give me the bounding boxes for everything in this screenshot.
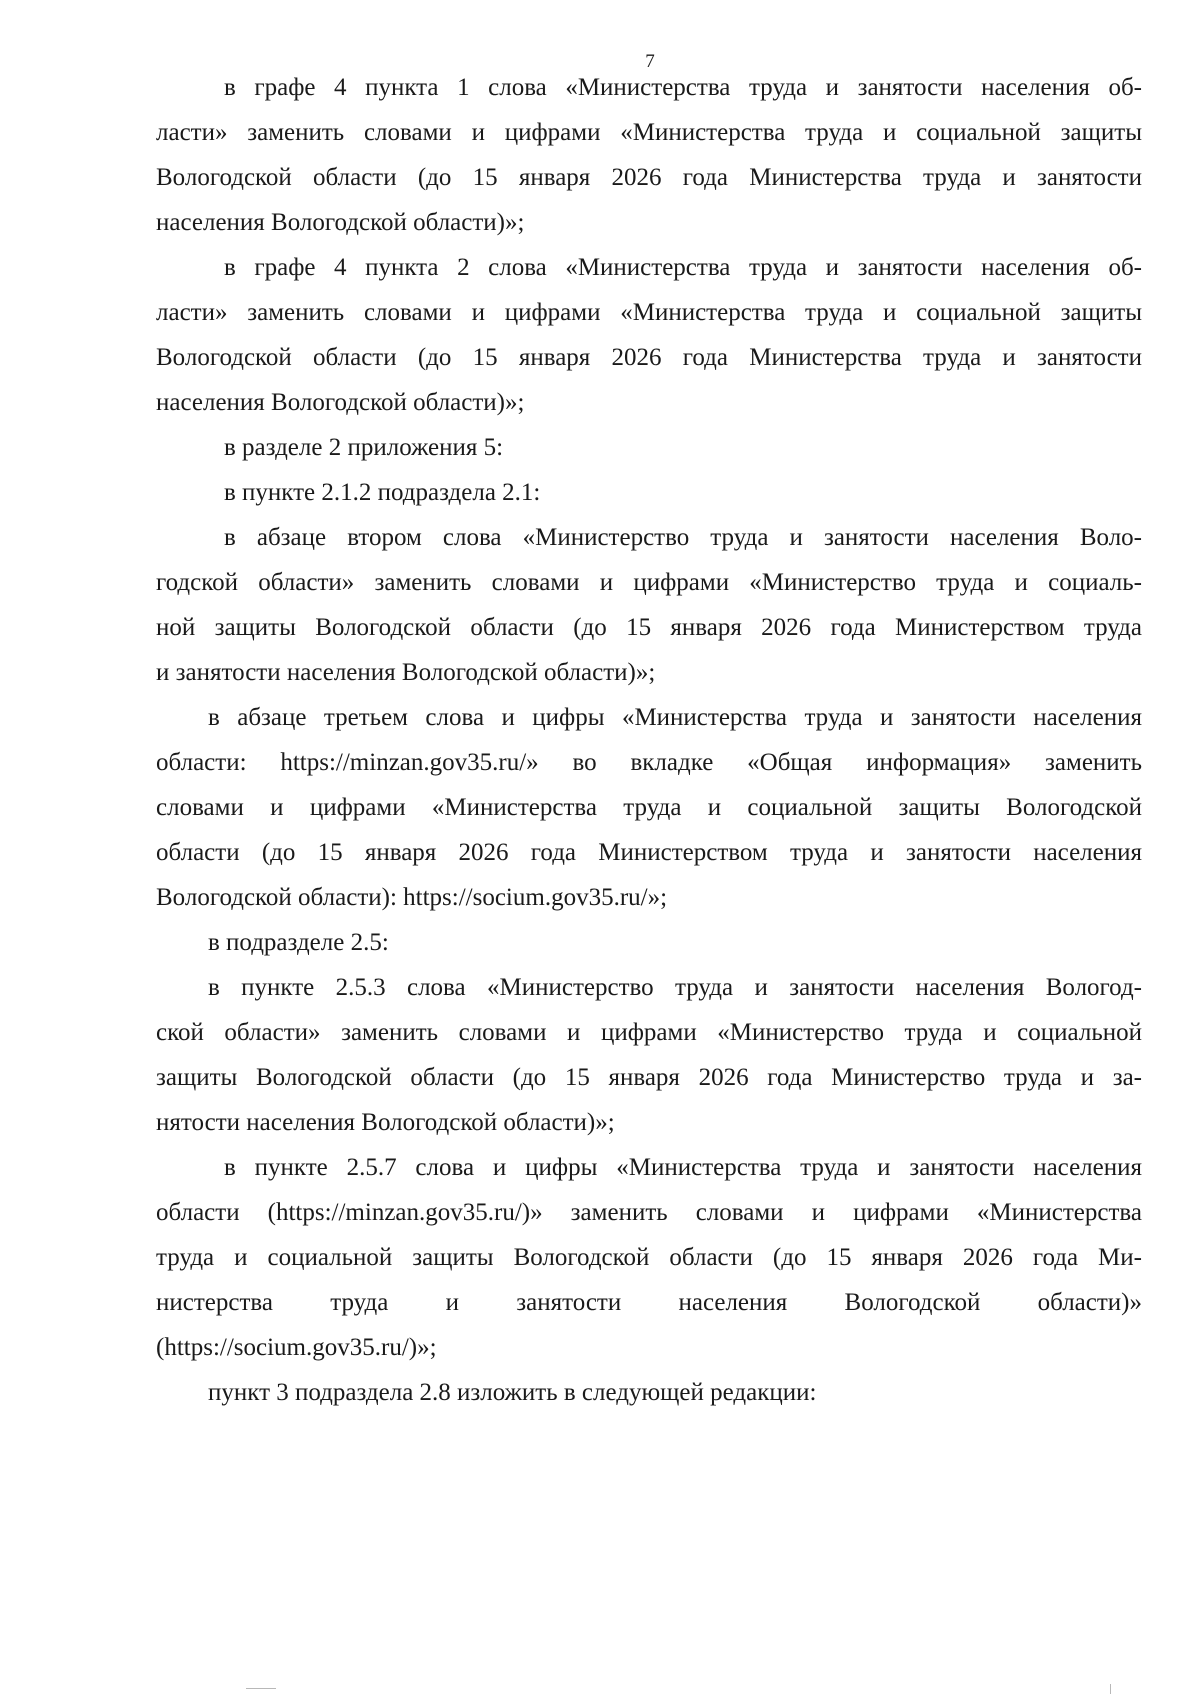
text-line: в подразделе 2.5: <box>208 929 389 956</box>
page-number: 7 <box>645 51 655 72</box>
text-line: ской области» заменить словами и цифрами «Министерство труда и социальной <box>156 1019 1142 1046</box>
text-line: в абзаце третьем слова и цифры «Министерства труда и занятости населения <box>208 704 1142 731</box>
text-line: в графе 4 пункта 2 слова «Министерства труда и занятости населения об- <box>224 254 1142 281</box>
text-line: в пункте 2.1.2 подраздела 2.1: <box>224 479 541 506</box>
text-line: ной защиты Вологодской области (до 15 января 2026 года Министерством труда <box>156 614 1142 641</box>
text-line: Вологодской области (до 15 января 2026 года Министерства труда и занятости <box>156 164 1142 191</box>
text-line: в графе 4 пункта 1 слова «Министерства труда и занятости населения об- <box>224 74 1142 101</box>
text-line: годской области» заменить словами и цифрами «Министерство труда и социаль- <box>156 569 1142 596</box>
text-line: области: https://minzan.gov35.ru/» во вкладке «Общая информация» заменить <box>156 749 1142 776</box>
scan-artifact <box>246 1688 276 1689</box>
text-line: труда и социальной защиты Вологодской области (до 15 января 2026 года Ми- <box>156 1244 1142 1271</box>
text-line: и занятости населения Вологодской области)»; <box>156 659 656 686</box>
text-line: населения Вологодской области)»; <box>156 389 525 416</box>
text-line: пункт 3 подраздела 2.8 изложить в следующей редакции: <box>208 1379 817 1406</box>
text-line: словами и цифрами «Министерства труда и социальной защиты Вологодской <box>156 794 1142 821</box>
text-line: области (https://minzan.gov35.ru/)» заменить словами и цифрами «Министерства <box>156 1199 1142 1226</box>
text-line: (https://socium.gov35.ru/)»; <box>156 1334 437 1361</box>
text-line: в абзаце втором слова «Министерство труда и занятости населения Воло- <box>224 524 1142 551</box>
text-line: в пункте 2.5.3 слова «Министерство труда и занятости населения Вологод- <box>208 974 1142 1001</box>
text-line: в пункте 2.5.7 слова и цифры «Министерства труда и занятости населения <box>224 1154 1142 1181</box>
scan-artifact <box>1110 1684 1111 1694</box>
text-line: защиты Вологодской области (до 15 января 2026 года Министерство труда и за- <box>156 1064 1142 1091</box>
text-line: нятости населения Вологодской области)»; <box>156 1109 615 1136</box>
text-line: Вологодской области): https://socium.gov35.ru/»; <box>156 884 668 911</box>
text-line: ласти» заменить словами и цифрами «Министерства труда и социальной защиты <box>156 119 1142 146</box>
text-line: области (до 15 января 2026 года Министерством труда и занятости населения <box>156 839 1142 866</box>
text-line: нистерства труда и занятости населения Вологодской области)» <box>156 1289 1142 1316</box>
text-line: ласти» заменить словами и цифрами «Министерства труда и социальной защиты <box>156 299 1142 326</box>
text-line: в разделе 2 приложения 5: <box>224 434 504 461</box>
text-line: Вологодской области (до 15 января 2026 года Министерства труда и занятости <box>156 344 1142 371</box>
text-line: населения Вологодской области)»; <box>156 209 525 236</box>
